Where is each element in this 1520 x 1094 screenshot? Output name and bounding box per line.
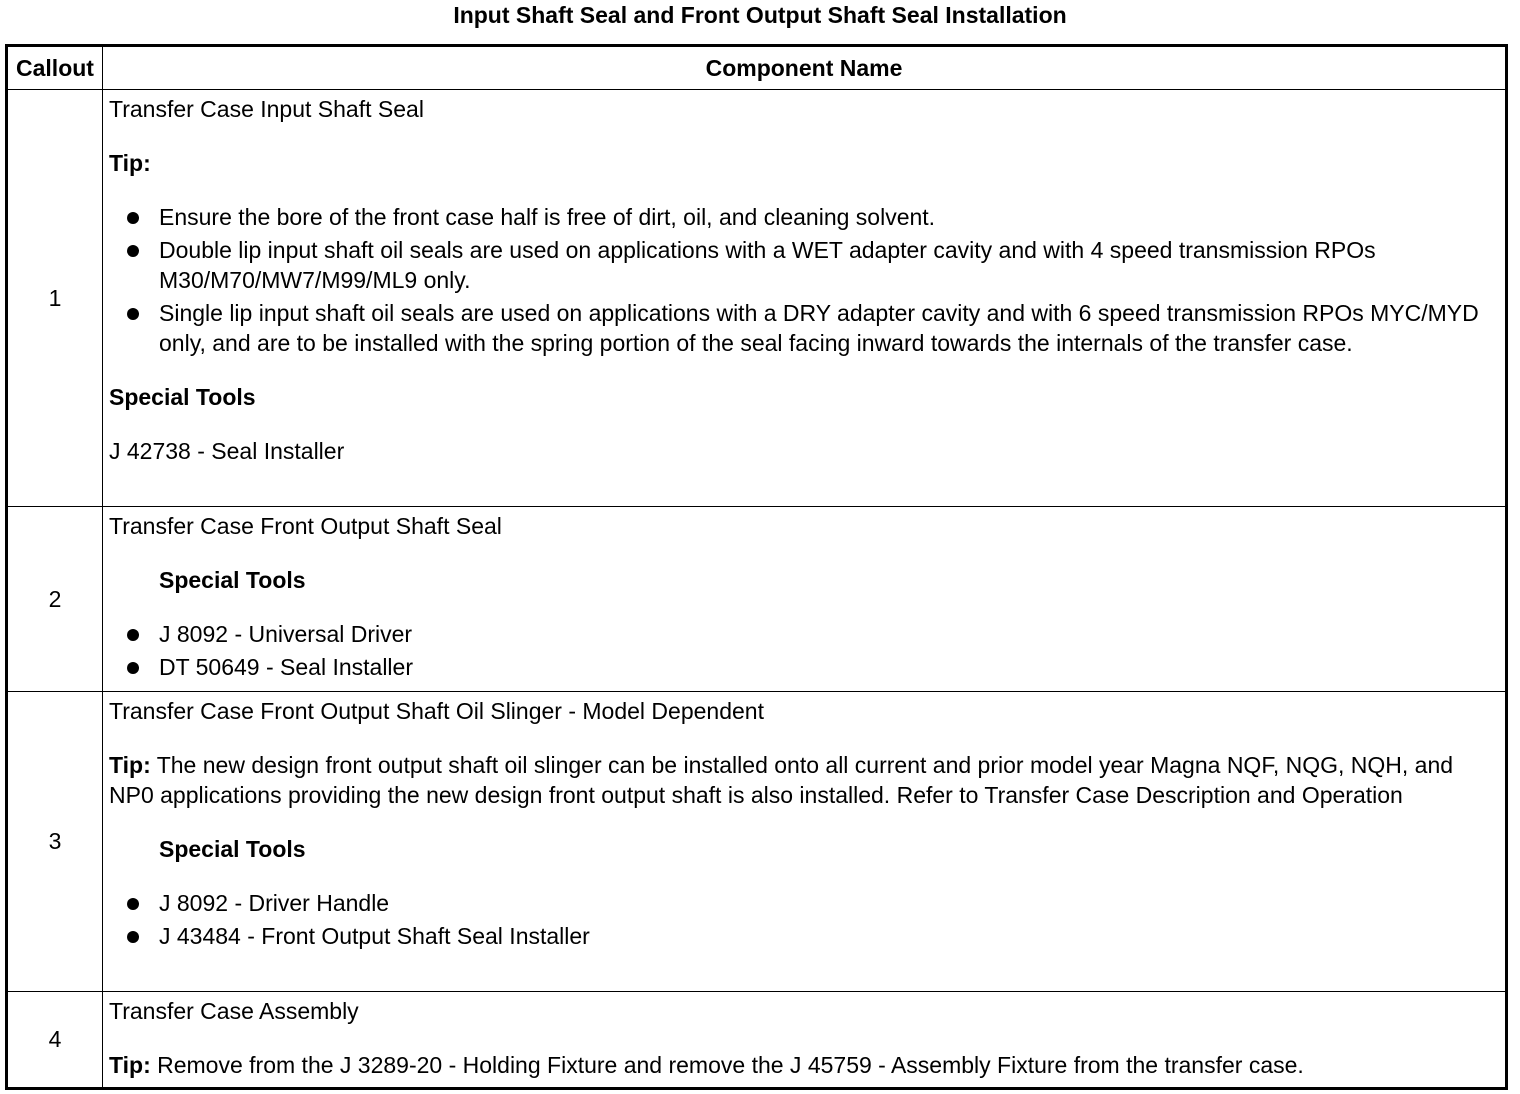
list-item: Double lip input shaft oil seals are used on applications with a WET adapter cavity and with 4 speed transmission RPOs M30/M70/MW7/M99/ML9 only. — [109, 235, 1499, 295]
list-item: J 8092 - Universal Driver — [109, 619, 1499, 649]
list-item: Single lip input shaft oil seals are used on applications with a DRY adapter cavity and with 6 speed transmission RPOs MYC/MYD only, and are to be installed with the spring portion of the seal facing inward towards the internals of the transfer case. — [109, 298, 1499, 358]
table-row — [7, 692, 1507, 992]
tool-item: J 42738 - Seal Installer — [109, 438, 345, 464]
special-tools-label: Special Tools — [109, 384, 256, 410]
component-name: Transfer Case Assembly — [109, 998, 359, 1024]
header-component-name: Component Name — [103, 46, 1507, 90]
tip-label: Tip: — [109, 150, 151, 176]
component-cell — [103, 507, 1507, 692]
page-title: Input Shaft Seal and Front Output Shaft Seal Installation — [453, 2, 1067, 28]
header-callout: Callout — [7, 46, 103, 90]
component-cell — [103, 992, 1507, 1089]
component-cell — [103, 692, 1507, 992]
list-item: Ensure the bore of the front case half is free of dirt, oil, and cleaning solvent. — [109, 202, 1499, 232]
tip-text: The new design front output shaft oil slinger can be installed onto all current and prior model year Magna NQF, NQG, NQH, and NP0 applications providing the new design front output shaft is also installed. Refer to Transfer Case Description and Operation — [109, 752, 1454, 808]
installation-table — [5, 44, 1508, 1090]
list-item: J 43484 - Front Output Shaft Seal Installer — [109, 921, 1499, 951]
list-item: DT 50649 - Seal Installer — [109, 652, 1499, 682]
special-tools-label: Special Tools — [159, 836, 306, 862]
list-item: J 8092 - Driver Handle — [109, 888, 1499, 918]
special-tools-label: Special Tools — [159, 567, 306, 593]
callout-number: 1 — [7, 90, 103, 507]
tip-text: Remove from the J 3289-20 - Holding Fixture and remove the J 45759 - Assembly Fixture from the transfer case. — [150, 1052, 1304, 1078]
table-row — [7, 507, 1507, 692]
component-cell — [103, 90, 1507, 507]
tip-paragraph — [109, 1050, 1499, 1080]
component-name: Transfer Case Front Output Shaft Oil Slinger - Model Dependent — [109, 698, 764, 724]
header-row — [7, 46, 1507, 90]
callout-number: 3 — [7, 692, 103, 992]
tip-label: Tip: — [109, 752, 151, 778]
callout-number: 2 — [7, 507, 103, 692]
component-name: Transfer Case Input Shaft Seal — [109, 96, 424, 122]
table-row — [7, 90, 1507, 507]
tip-paragraph — [109, 750, 1499, 810]
tools-list — [109, 888, 1499, 951]
callout-number: 4 — [7, 992, 103, 1089]
tools-list — [109, 619, 1499, 682]
component-name: Transfer Case Front Output Shaft Seal — [109, 513, 502, 539]
table-row — [7, 992, 1507, 1089]
tip-list — [109, 202, 1499, 358]
tip-label: Tip: — [109, 1052, 151, 1078]
